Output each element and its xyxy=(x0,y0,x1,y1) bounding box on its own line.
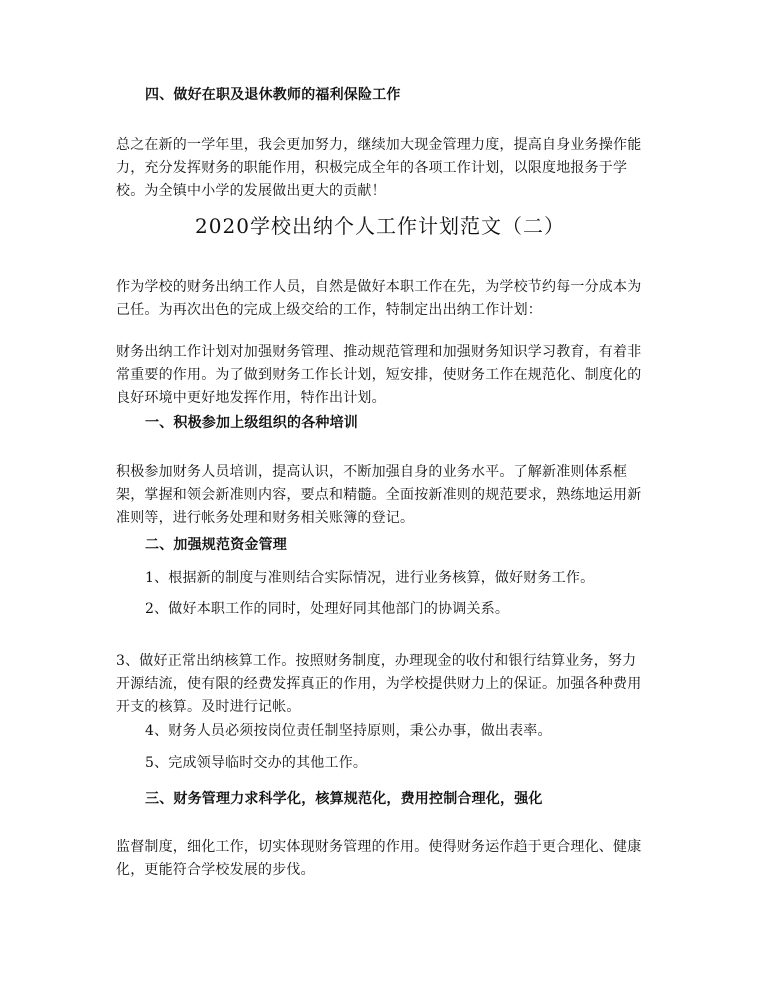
list-item-3: 3、做好正常出纳核算工作。按照财务制度，办理现金的收付和银行结算业务，努力开源结流，使有限的经费发挥真正的作用，为学校提供财力上的保证。加强各种费用开支的核算。及时进行记帐。 xyxy=(116,653,642,715)
closing-paragraph: 监督制度，细化工作，切实体现财务管理的作用。使得财务运作趋于更合理化、健康化，更能符合学校发展的步伐。 xyxy=(116,839,642,878)
section-four-heading: 四、做好在职及退休教师的福利保险工作 xyxy=(145,87,401,103)
heading-one: 一、积极参加上级组织的各种培训 xyxy=(145,415,358,431)
list-item-1: 1、根据新的制度与准则结合实际情况，进行业务核算，做好财务工作。 xyxy=(145,570,595,586)
plan-overview-paragraph: 财务出纳工作计划对加强财务管理、推动规范管理和加强财务知识学习教育，有着非常重要的作用。为了做到财务工作长计划，短安排，使财务工作在规范化、制度化的良好环境中更好地发挥作用，特作出计划。 xyxy=(116,344,642,406)
list-item-2: 2、做好本职工作的同时，处理好同其他部门的协调关系。 xyxy=(145,601,510,617)
heading-two: 二、加强规范资金管理 xyxy=(145,537,287,553)
list-item-5: 5、完成领导临时交办的其他工作。 xyxy=(145,755,368,771)
page-title: 2020学校出纳个人工作计划范文（二） xyxy=(195,214,565,238)
heading-three: 三、财务管理力求科学化，核算规范化，费用控制合理化，强化 xyxy=(145,791,543,807)
list-item-4: 4、财务人员必须按岗位责任制坚持原则，秉公办事，做出表率。 xyxy=(145,723,552,739)
intro-paragraph: 作为学校的财务出纳工作人员，自然是做好本职工作在先，为学校节约每一分成本为己任。为再次出色的完成上级交给的工作，特制定出出纳工作计划： xyxy=(116,279,642,318)
conclusion-paragraph: 总之在新的一学年里，我会更加努力，继续加大现金管理力度，提高自身业务操作能力，充分发挥财务的职能作用，积极完成全年的各项工作计划，以限度地报务于学校。为全镇中小学的发展做出更大的贡献！ xyxy=(116,137,642,199)
training-paragraph: 积极参加财务人员培训，提高认识，不断加强自身的业务水平。了解新准则体系框架，掌握和领会新准则内容，要点和精髓。全面按新准则的规范要求，熟练地运用新准则等，进行帐务处理和财务相关账簿的登记。 xyxy=(116,464,642,526)
